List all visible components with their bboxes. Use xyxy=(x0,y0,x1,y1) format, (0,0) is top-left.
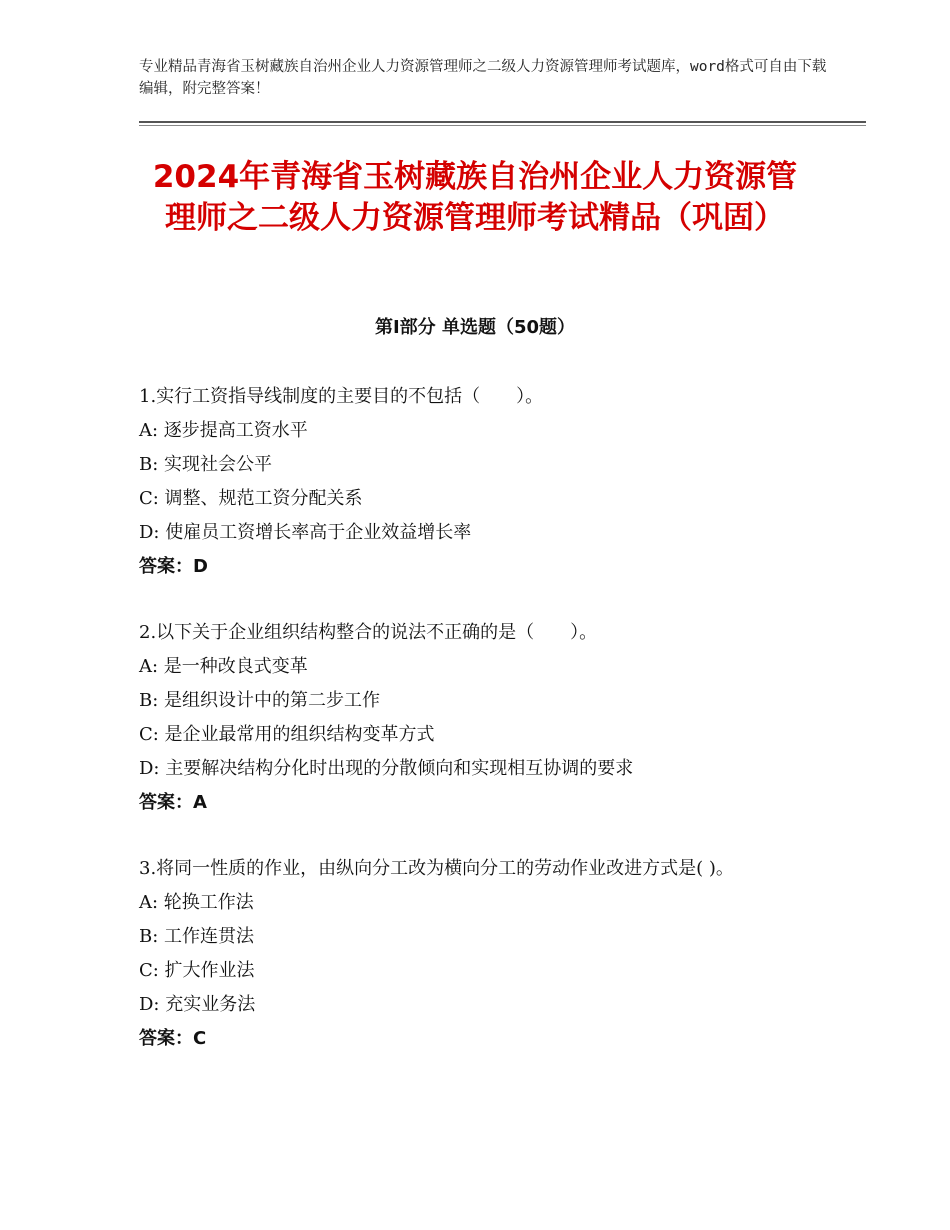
option-a: A: 是一种改良式变革 xyxy=(139,656,308,677)
option-b: B: 实现社会公平 xyxy=(139,454,273,475)
option-a: A: 逐步提高工资水平 xyxy=(139,420,308,441)
option-d: D: 使雇员工资增长率高于企业效益增长率 xyxy=(139,522,472,543)
answer: 答案：C xyxy=(139,1028,207,1049)
option-d: D: 充实业务法 xyxy=(139,994,256,1015)
question-stem: 3.将同一性质的作业，由纵向分工改为横向分工的劳动作业改进方式是( )。 xyxy=(139,858,734,879)
header-note: 专业精品青海省玉树藏族自治州企业人力资源管理师之二级人力资源管理师考试题库，word格式可自由下载编辑，附完整答案！ xyxy=(139,59,827,97)
option-d: D: 主要解决结构分化时出现的分散倾向和实现相互协调的要求 xyxy=(139,758,634,779)
option-a: A: 轮换工作法 xyxy=(139,892,254,913)
question-2 xyxy=(139,616,811,820)
answer: 答案：D xyxy=(139,556,208,577)
document-title: 2024年青海省玉树藏族自治州企业人力资源管理师之二级人力资源管理师考试精品（巩固） xyxy=(152,159,798,236)
question-stem: 2.以下关于企业组织结构整合的说法不正确的是（ ）。 xyxy=(139,622,598,643)
option-c: C: 是企业最常用的组织结构变革方式 xyxy=(139,724,435,745)
header-divider xyxy=(139,121,866,123)
question-3 xyxy=(139,852,811,1056)
question-stem: 1.实行工资指导线制度的主要目的不包括（ ）。 xyxy=(139,386,544,407)
option-c: C: 调整、规范工资分配关系 xyxy=(139,488,363,509)
section-title: 第Ⅰ部分 单选题（50题） xyxy=(374,317,575,338)
option-c: C: 扩大作业法 xyxy=(139,960,255,981)
option-b: B: 工作连贯法 xyxy=(139,926,255,947)
question-list xyxy=(139,380,811,1088)
question-1 xyxy=(139,380,811,584)
header-divider-thin xyxy=(139,125,866,126)
option-b: B: 是组织设计中的第二步工作 xyxy=(139,690,381,711)
answer: 答案：A xyxy=(139,792,207,813)
